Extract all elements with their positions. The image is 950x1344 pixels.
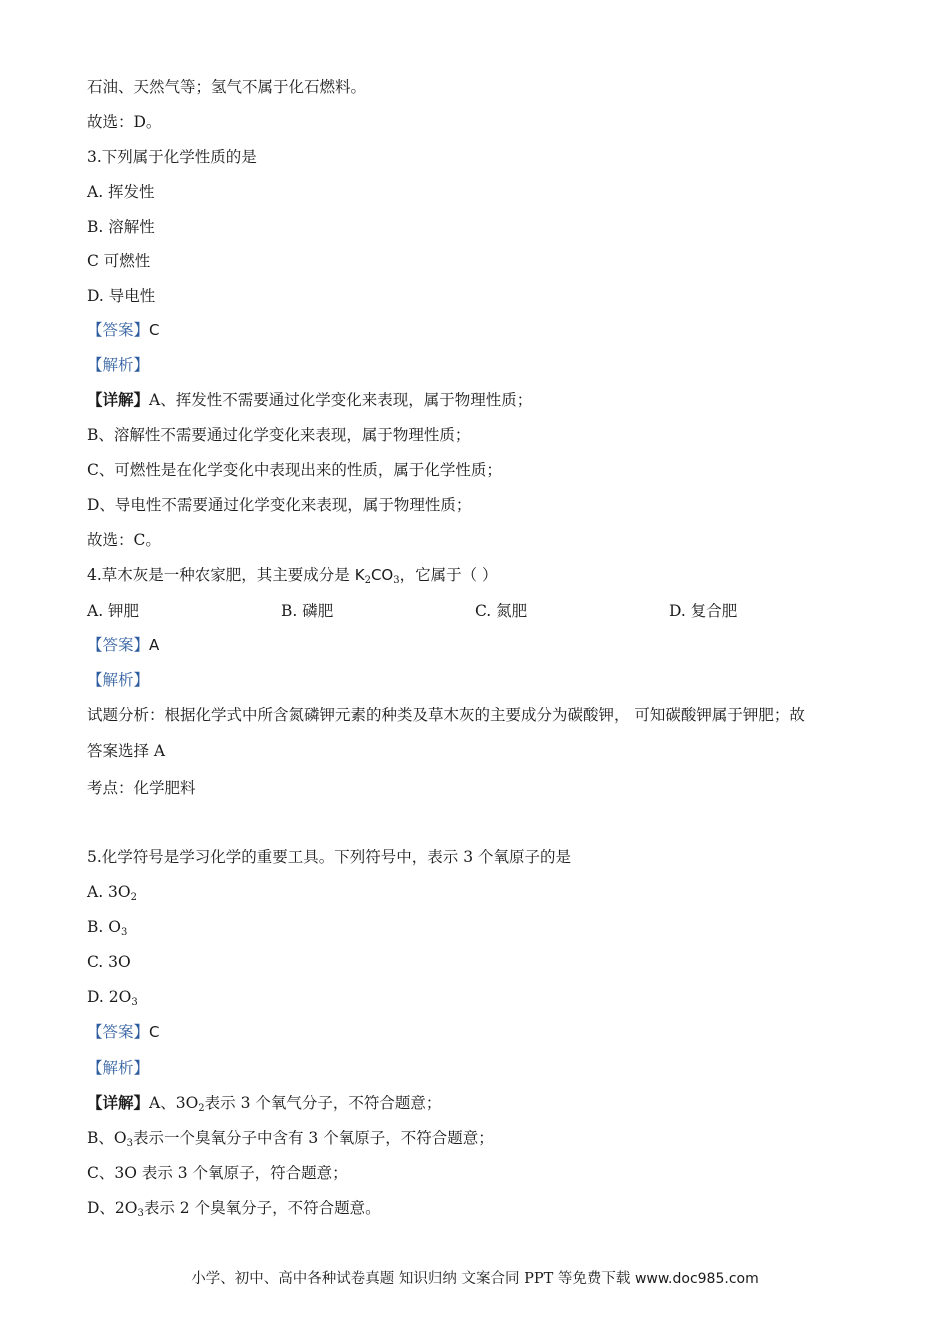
- text-line: B、溶解性不需要通过化学变化来表现，属于物理性质；: [87, 426, 471, 444]
- analysis-label: [87, 669, 149, 691]
- subscript: 2: [198, 1103, 205, 1114]
- option-a: A. 挥发性: [87, 183, 155, 201]
- text-line: 考点：化学肥料: [87, 779, 196, 797]
- option-d: D. 导电性: [87, 287, 156, 305]
- page-footer: [0, 1268, 950, 1290]
- text-line: [87, 1127, 494, 1149]
- answer-label: 【答案】: [87, 321, 150, 339]
- detail-text: 表示 3 个氧气分子，不符合题意；: [204, 1094, 442, 1112]
- analysis-label-text: 【解析】: [87, 671, 150, 689]
- detail-text: A、3O: [149, 1094, 199, 1112]
- option-b: B. 溶解性: [87, 218, 155, 236]
- text-line: [87, 1197, 381, 1219]
- option-a-text: A. 3O: [87, 883, 131, 901]
- text-line: C、3O 表示 3 个氧原子，符合题意；: [87, 1164, 348, 1182]
- answer-line: [87, 1021, 160, 1043]
- option-b: B. 磷肥: [281, 602, 334, 620]
- analysis-label: [87, 1057, 149, 1079]
- answer-line: [87, 634, 159, 656]
- detail-line: [87, 389, 532, 411]
- option-b-text: B. O: [87, 918, 121, 936]
- text-line: 故选：D。: [87, 113, 162, 131]
- subscript: 3: [126, 1138, 133, 1149]
- option-b: [87, 916, 127, 938]
- question-5: 5.化学符号是学习化学的重要工具。下列符号中，表示 3 个氧原子的是: [87, 848, 572, 866]
- option-c: C 可燃性: [87, 252, 151, 270]
- detail-line: [87, 1092, 441, 1114]
- analysis-label-text: 【解析】: [87, 1059, 150, 1077]
- option-d: [87, 986, 138, 1008]
- subscript: 3: [131, 997, 138, 1008]
- footer-link[interactable]: www.doc985.com: [634, 1271, 759, 1287]
- answer-label: 【答案】: [87, 1023, 150, 1041]
- option-d: D. 复合肥: [669, 602, 738, 620]
- question-4-text: 4.草木灰是一种农家肥，其主要成分是: [87, 566, 355, 584]
- text-line: C、可燃性是在化学变化中表现出来的性质，属于化学性质；: [87, 461, 502, 479]
- detail-label: 【详解】: [87, 1093, 150, 1112]
- analysis-label-text: 【解析】: [87, 356, 150, 374]
- option-c: C. 3O: [87, 953, 131, 971]
- subscript: 3: [393, 575, 400, 586]
- answer-value: A: [149, 636, 160, 654]
- answer-value: C: [149, 321, 160, 339]
- detail-text: 表示 2 个臭氧分子，不符合题意。: [143, 1199, 381, 1217]
- subscript: 2: [364, 575, 371, 586]
- question-3: 3.下列属于化学性质的是: [87, 148, 257, 166]
- text-line: 故选：C。: [87, 531, 161, 549]
- text-line: D、导电性不需要通过化学变化来表现，属于物理性质；: [87, 496, 472, 514]
- detail-text: A、挥发性不需要通过化学变化来表现，属于物理性质；: [149, 391, 533, 409]
- text-line: 石油、天然气等；氢气不属于化石燃料。: [87, 78, 367, 96]
- option-d-text: D. 2O: [87, 988, 132, 1006]
- option-c: C. 氮肥: [475, 602, 528, 620]
- answer-line: [87, 319, 160, 341]
- option-a: A. 钾肥: [87, 602, 140, 620]
- analysis-label: [87, 354, 149, 376]
- subscript: 2: [130, 892, 137, 903]
- option-a: [87, 881, 137, 903]
- subscript: 3: [120, 927, 128, 938]
- answer-label: 【答案】: [87, 636, 150, 654]
- subscript: 3: [137, 1208, 144, 1219]
- detail-text: 表示一个臭氧分子中含有 3 个氧原子，不符合题意；: [132, 1129, 494, 1147]
- formula-co: CO: [370, 566, 394, 584]
- answer-value: C: [149, 1023, 160, 1041]
- formula-k: K: [354, 566, 365, 584]
- text-line: 答案选择 A: [87, 742, 166, 760]
- footer-text: 小学、初中、高中各种试卷真题 知识归纳 文案合同 PPT 等免费下载: [191, 1271, 631, 1287]
- detail-text: D、2O: [87, 1199, 138, 1217]
- question-4-tail: ，它属于（ ）: [399, 566, 498, 584]
- text-line: 试题分析：根据化学式中所含氮磷钾元素的种类及草木灰的主要成分为碳酸钾， 可知碳酸钾属于钾肥；故: [87, 706, 805, 724]
- detail-label: 【详解】: [87, 390, 150, 409]
- detail-text: B、O: [87, 1129, 127, 1147]
- question-4: [87, 564, 498, 586]
